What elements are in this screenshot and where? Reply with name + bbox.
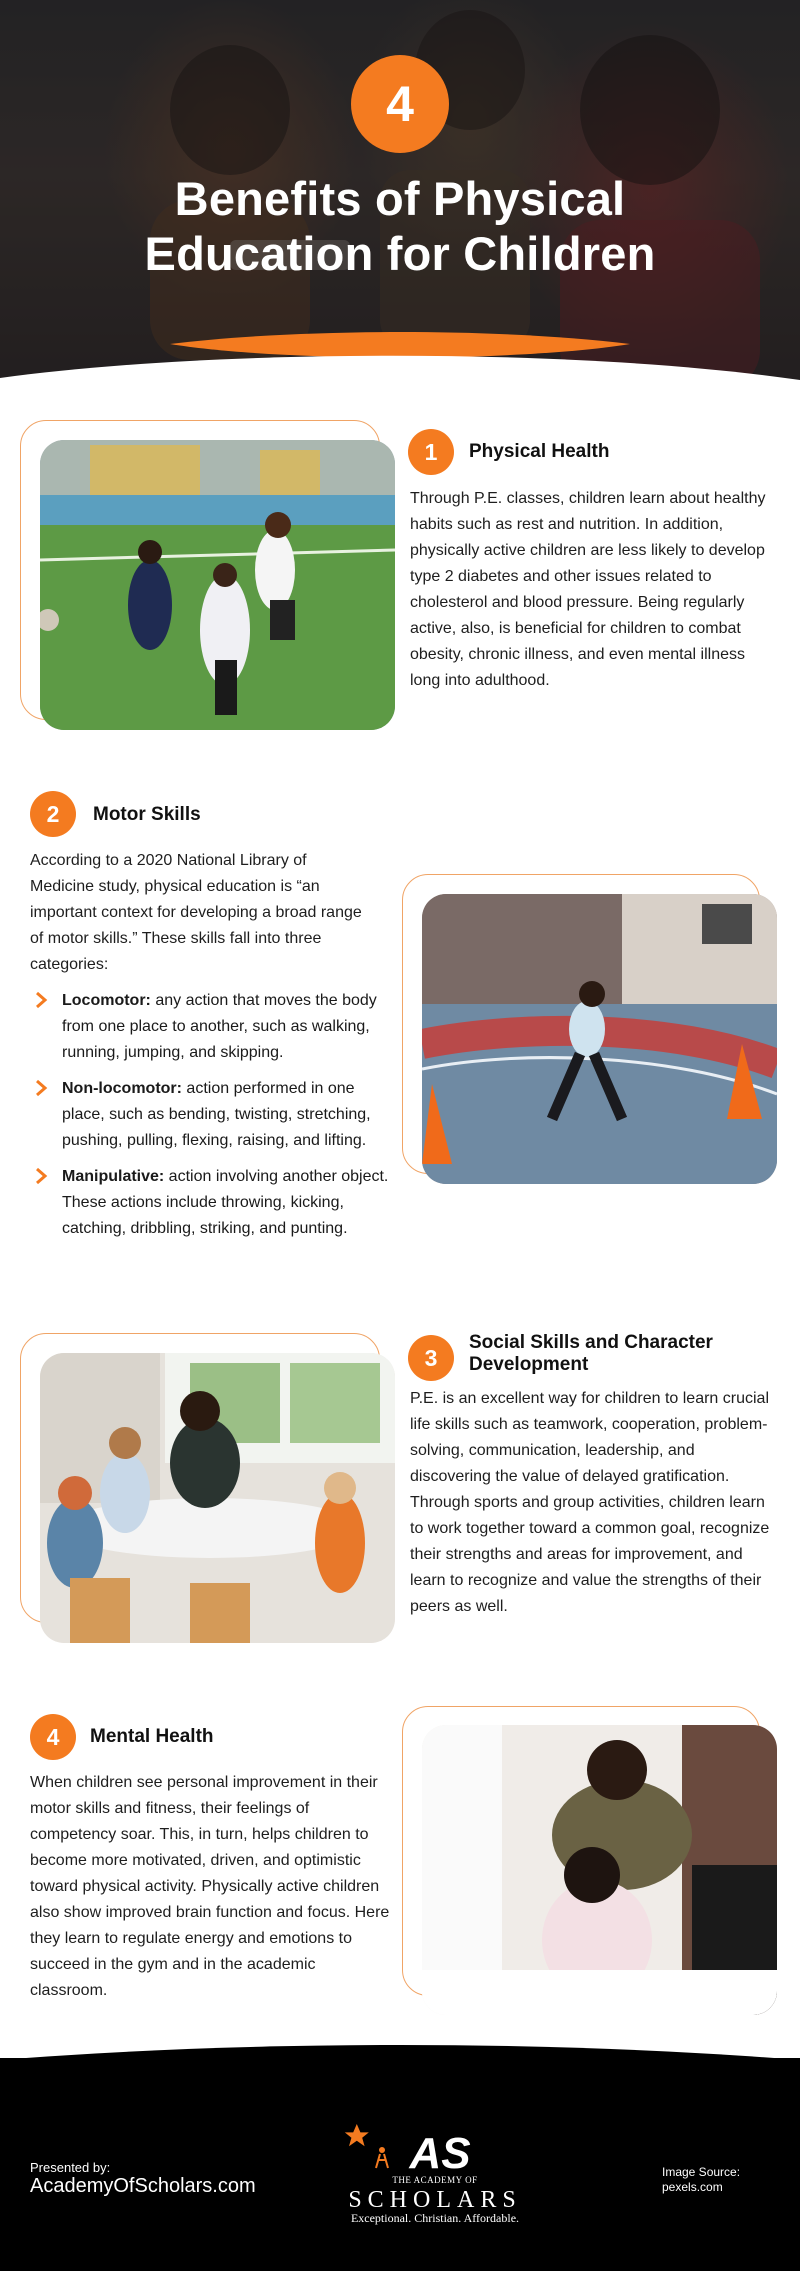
girl-running-on-court-photo <box>422 894 777 1184</box>
list-item <box>30 988 395 1066</box>
section-1-title: Physical Health <box>469 441 610 462</box>
motor-skills-list <box>30 988 395 1252</box>
list-item <box>30 1076 395 1154</box>
logo-subtitle: THE ACADEMY OF <box>392 2175 478 2185</box>
bullet-text: action performed in one place, such as bending, twisting, stretching, pushing, pulling, flexing, raising, and lifting. <box>62 1080 371 1149</box>
section-3-title <box>469 1332 769 1376</box>
chevron-right-icon <box>34 990 48 1010</box>
bullet-text: action involving another object. These actions include throwing, kicking, catching, dribbling, striking, and punting. <box>62 1168 389 1237</box>
bullet-term: Manipulative: <box>62 1168 165 1185</box>
chevron-right-icon <box>34 1166 48 1186</box>
section-1-body: Through P.E. classes, children learn about healthy habits such as rest and nutrition. In addition, physically active children are less likely to develop type 2 diabetes and other issues related to cholesterol and blood pressure. Being regularly active, also, is beneficial for children to combat obesity, chronic illness, and even mental illness long into adulthood. <box>410 490 766 689</box>
logo-name: SCHOLARS <box>348 2187 522 2213</box>
image-source-label: Image Source: <box>662 2165 741 2179</box>
mother-helping-daughter-write-photo <box>422 1725 777 2015</box>
list-item <box>30 1164 395 1242</box>
image-source-link[interactable]: pexels.com <box>662 2180 723 2194</box>
section-4-title: Mental Health <box>90 1726 214 1747</box>
bullet-term: Locomotor: <box>62 992 151 1009</box>
section-3-title-line-2: Development <box>469 1353 589 1375</box>
section-3-number-badge: 3 <box>408 1335 454 1381</box>
page-title <box>0 172 800 282</box>
children-at-classroom-table-photo <box>40 1353 395 1643</box>
children-playing-soccer-photo <box>40 440 395 730</box>
section-3-title-line-1: Social Skills and Character <box>469 1332 713 1353</box>
bullet-term: Non-locomotor: <box>62 1080 182 1097</box>
hero-wave-divider <box>0 310 800 400</box>
presented-by-label: Presented by: <box>30 2160 111 2175</box>
logo-letters: AS <box>409 2129 471 2178</box>
bullet-text: any action that moves the body from one place to another, such as walking, running, jumping, and skipping. <box>62 992 377 1061</box>
section-2-number-badge: 2 <box>30 791 76 837</box>
hero-number-badge: 4 <box>351 55 449 153</box>
chevron-right-icon <box>34 1078 48 1098</box>
section-3-body: P.E. is an excellent way for children to learn crucial life skills such as teamwork, cooperation, problem-solving, communication, leadership, and discovering the value of delayed gratification. Through sports and group activities, children learn to work together toward a common goal, recognize their strengths and areas for improvement, and learn to recognize and value the strengths of their peers as well. <box>410 1390 770 1615</box>
section-2-title: Motor Skills <box>93 804 201 825</box>
page-title-line-2: Education for Children <box>144 226 656 280</box>
logo-tagline: Exceptional. Christian. Affordable. <box>350 2211 520 2225</box>
section-2-body: According to a 2020 National Library of Medicine study, physical education is “an important context for developing a broad range of motor skills.” These skills fall into three categories: <box>30 852 362 973</box>
section-4-body: When children see personal improvement in their motor skills and fitness, their feelings of competency soar. This, in turn, helps children to become more motivated, driven, and optimistic toward physical activity. Physically active children also show improved brain function and focus. Here they learn to regulate energy and emotions to succeed in the gym and in the academic classroom. <box>30 1774 390 1999</box>
presented-by-link[interactable]: AcademyOfScholars.com <box>30 2175 256 2197</box>
footer-curve <box>0 2040 800 2090</box>
page-title-line-1: Benefits of Physical <box>174 172 626 225</box>
section-4-number-badge: 4 <box>30 1714 76 1760</box>
section-1-number-badge: 1 <box>408 429 454 475</box>
